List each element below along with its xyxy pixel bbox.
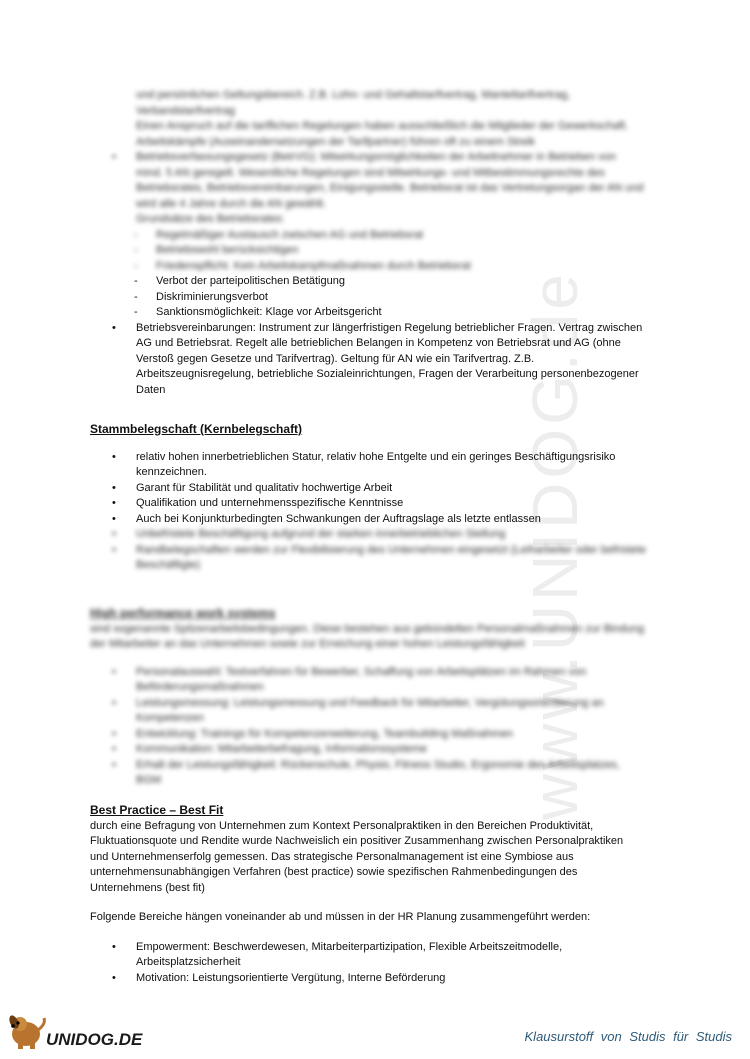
text-line: durch eine Befragung von Unternehmen zum Kontext Personalpraktiken in den Bereichen Produktivität, xyxy=(90,819,594,832)
text-line: Arbeitsplatzsicherheit xyxy=(136,956,241,968)
text-line: • Erhalt der Leistungsfähigkeit: Rückenschule, Physio, Fitness Studio, Ergonomie des Arbeitsplatzes, xyxy=(136,758,620,771)
text-line: und Unternehmenserfolg gemessen. Das strategische Personalmanagement ist eine Symbiose aus xyxy=(90,850,574,863)
text-line: Fluktuationsquote und Rendite wurde Nachweislich ein positiver Zusammenhang zwischen Personalpraktiken xyxy=(90,835,624,847)
list-item xyxy=(90,450,665,481)
list-item xyxy=(90,758,665,789)
list-item xyxy=(90,665,665,696)
text-line: unternehmensunabhängigen Verfahren (best practice) sowie spezifischen Rahmenbedingungen des xyxy=(90,866,578,878)
text-line: Betriebsrates, Betriebsvereinbarungen, Einigungsstelle. Betriebsrat ist das Vertretungsorgan der AN und xyxy=(136,182,644,194)
top-section xyxy=(90,88,665,398)
text-line: Kompetenzen xyxy=(136,712,204,724)
svg-text:UNIDOG.DE: UNIDOG.DE xyxy=(46,1030,143,1049)
list-item: • Unbefristete Beschäftigung aufgrund der starken innerbetrieblichen Stellung xyxy=(90,527,665,543)
section-heading: Stammbelegschaft (Kernbelegschaft) xyxy=(90,422,303,436)
text-line: Unternehmens (best fit) xyxy=(90,881,205,894)
list-item: - Betriebswohl berücksichtigen xyxy=(90,243,665,259)
text-line: • Leistungsmessung: Leistungsmessung und Feedback für Mitarbeiter, Vergütungsorientierung an xyxy=(136,696,604,709)
text-line: Daten xyxy=(136,383,166,396)
stamm-section xyxy=(90,422,665,574)
section-heading: High performance work systems xyxy=(90,606,276,620)
text-line: und persönlichen Geltungsbereich. Z.B. Lohn- und Gehaltstarifvertrag, Manteltarifvertrag, xyxy=(136,89,571,101)
text-line: Einen Anspruch auf die tariflichen Regelungen haben ausschließlich die Mitglieder der Gewerkschaft. xyxy=(136,120,629,132)
list-item xyxy=(90,150,665,228)
list-item: - Verbot der parteipolitischen Betätigung xyxy=(90,274,665,290)
best-section xyxy=(90,803,665,986)
text-line: Beschäftigte) xyxy=(136,559,201,571)
text-line: BGM xyxy=(136,774,162,786)
footer-logo xyxy=(4,1012,164,1052)
text-line: AG und Betriebsrat. Regelt alle betrieblichen Belangen in Kompetenz von Betriebsrat und AG (ohne xyxy=(136,337,621,349)
text-line: sind sogenannte Spitzenarbeitsbedingungen. Diese bestehen aus gebündelten Personalmaßnahmen zur Bindung xyxy=(90,622,645,635)
text-line: • relativ hohen innerbetrieblichen Statur, relativ hohe Entgelte und ein geringes Beschäftigungsrisiko xyxy=(136,450,616,463)
text-line: • Betriebsverfassungsgesetz (BetrVG): Mitwirkungsmöglichkeiten der Arbeitnehmer in Betrieben von xyxy=(136,151,616,163)
text-line: • Personalauswahl: Testverfahren für Bewerber, Schaffung von Arbeitsplätzen im Rahmen von xyxy=(136,665,587,678)
list-item: - Diskriminierungsverbot xyxy=(90,290,665,306)
text-line: Folgende Bereiche hängen voneinander ab und müssen in der HR Planung zusammengeführt werden: xyxy=(90,911,591,923)
list-item: • Motivation: Leistungsorientierte Vergütung, Interne Beförderung xyxy=(90,971,665,987)
footer-tagline: Klausurstoff von Studis für Studis xyxy=(524,1029,732,1044)
text-line: Arbeitskämpfe (Auseinandersetzungen der Tarifpartner) führen oft zu einem Streik xyxy=(136,135,536,148)
section-heading: Best Practice – Best Fit xyxy=(90,803,224,817)
text-line: Verbandstarifvertrag xyxy=(136,104,236,117)
list-item: • Entwicklung: Trainings für Kompetenzerweiterung, Teambuilding Maßnahmen xyxy=(90,727,665,743)
text-line: Arbeitszeugnisregelung, betriebliche Sozialeinrichtungen, Fragen der Verarbeitung personenbezogener xyxy=(136,368,639,380)
text-line: Beförderungsmaßnahmen xyxy=(136,681,264,693)
text-line: Verstoß gegen Gesetze und Tarifvertrag). Geltung für AN wie ein Tarifvertrag. Z.B. xyxy=(136,352,535,365)
text-line: kennzeichnen. xyxy=(136,466,207,478)
list-item: - Friedenspflicht. Kein Arbeitskampfmaßnahmen durch Betriebsrat xyxy=(90,259,665,275)
list-item xyxy=(90,696,665,727)
list-item xyxy=(90,321,665,399)
text-line: mind. 5 AN geregelt. Wesentliche Regelungen sind Mitwirkungs- und Mitbestimmungsrechte des xyxy=(136,166,605,179)
hpws-section xyxy=(90,606,665,789)
list-item xyxy=(90,543,665,574)
list-item xyxy=(90,940,665,971)
dog-icon xyxy=(4,1012,164,1052)
text-line: • Randbelegschaften werden zur Flexibilisierung des Unternehmen eingesetzt (Leiharbeiter oder befristete xyxy=(136,543,646,556)
list-item: • Kommunikation: Mitarbeiterbefragung, Informationssysteme xyxy=(90,742,665,758)
text-line: • Empowerment: Beschwerdewesen, Mitarbeiterpartizipation, Flexible Arbeitszeitmodelle, xyxy=(136,940,563,953)
text-line: • Betriebsvereinbarungen: Instrument zur längerfristigen Regelung betrieblicher Fragen. Vertrag zwischen xyxy=(136,321,643,334)
text-line: wird alle 4 Jahre durch die AN gewählt. xyxy=(136,197,327,210)
list-item: • Qualifikation und unternehmensspezifische Kenntnisse xyxy=(90,496,665,512)
list-item: - Sanktionsmöglichkeit: Klage vor Arbeitsgericht xyxy=(90,305,665,321)
tarif-continuation xyxy=(90,88,665,150)
text-line: der Mitarbeiter an das Unternehmen sowie zur Erreichung einer hohen Leistungsfähigkeit xyxy=(90,638,525,650)
list-item: - Regelmäßiger Austausch zwischen AG und Betriebsrat xyxy=(90,228,665,244)
watermark-text: www.UNIDOG.de xyxy=(519,270,591,820)
list-item: • Garant für Stabilität und qualitativ hochwertige Arbeit xyxy=(90,481,665,497)
text-line: Grundsätze des Betriebsrates: xyxy=(136,213,285,225)
list-item: • Auch bei Konjunkturbedingten Schwankungen der Auftragslage als letzte entlassen xyxy=(90,512,665,528)
